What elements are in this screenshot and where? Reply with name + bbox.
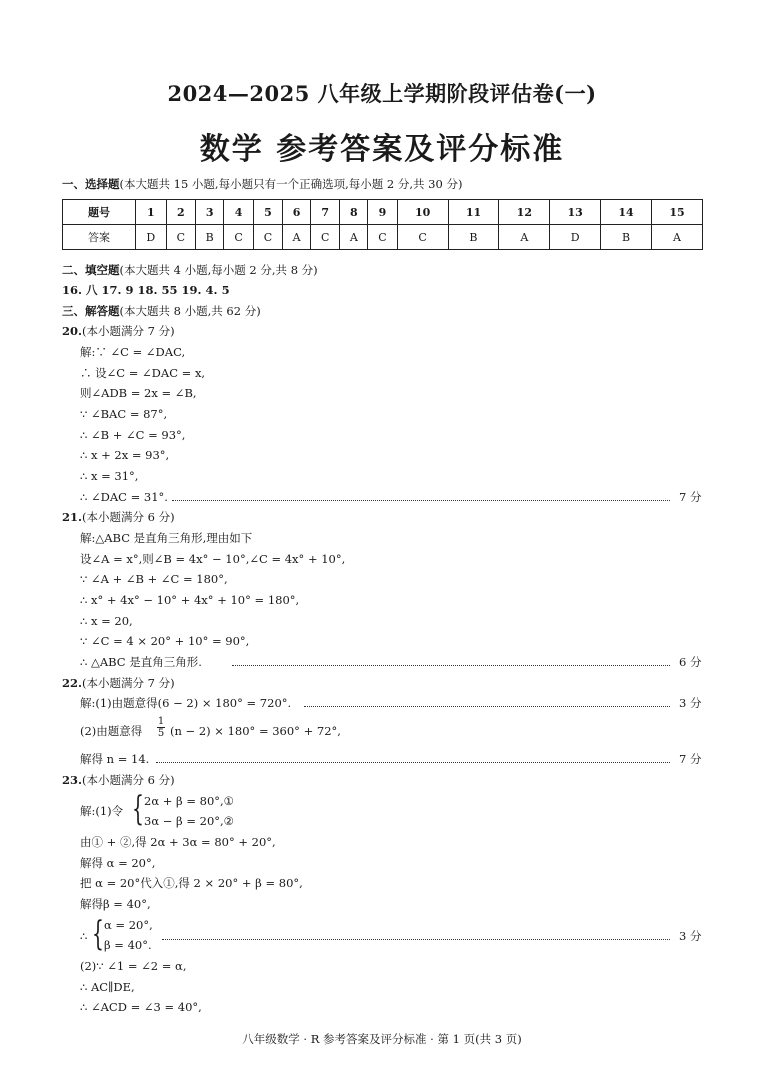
- q21-score: 6 分: [679, 655, 702, 669]
- q23-header: [62, 772, 175, 788]
- question-number-cell: 5: [253, 200, 282, 225]
- q22-step: 解得 n = 14.: [80, 752, 150, 766]
- table-row-label: 题号: [63, 200, 136, 225]
- question-number-cell: 7: [311, 200, 340, 225]
- section2-heading-line: [62, 262, 318, 278]
- q22-step: 解:(1)由题意得(6 − 2) × 180° = 720°.: [80, 696, 292, 710]
- q23-step: 解得 α = 20°,: [80, 856, 156, 870]
- q20-step: ∴ x + 2x = 93°,: [80, 448, 170, 462]
- q22-points: (本小题满分 7 分): [82, 676, 175, 690]
- question-number-cell: 8: [340, 200, 368, 225]
- answer-cell: A: [340, 225, 368, 250]
- question-number-cell: 1: [136, 200, 167, 225]
- q23-system-eq-2: 3α − β = 20°,②: [144, 814, 234, 828]
- answer-cell: D: [550, 225, 601, 250]
- q23-step: (2)∵ ∠1 = ∠2 = α,: [80, 959, 187, 973]
- q20-step: 解:∵ ∠C = ∠DAC,: [80, 345, 186, 359]
- fraction-denominator: 5: [157, 728, 165, 739]
- q23-score-1: 3 分: [679, 929, 702, 943]
- question-number-cell: 12: [499, 200, 550, 225]
- score-leader-dots: [232, 665, 670, 666]
- q20-points: (本小题满分 7 分): [82, 324, 175, 338]
- q23-points: (本小题满分 6 分): [82, 773, 175, 787]
- q23-number: 23.: [62, 773, 83, 787]
- answer-cell: C: [368, 225, 397, 250]
- q23-step: 把 α = 20°代入①,得 2 × 20° + β = 80°,: [80, 876, 303, 890]
- q20-header: [62, 323, 175, 339]
- q23-system-eq-1: 2α + β = 80°,①: [144, 794, 234, 808]
- question-number-cell: 11: [448, 200, 499, 225]
- q22-step-prefix: (2)由题意得: [80, 724, 143, 738]
- system-brace: {: [92, 914, 104, 954]
- answer-cell: D: [136, 225, 167, 250]
- q22-header: [62, 675, 175, 691]
- answer-cell: A: [651, 225, 702, 250]
- q23-result-eq-2: β = 40°.: [104, 938, 152, 952]
- section3-desc: (本大题共 8 小题,共 62 分): [119, 304, 261, 318]
- section2-heading: 二、填空题: [62, 263, 120, 277]
- exam-subtitle: 数学 参考答案及评分标准: [199, 132, 565, 167]
- question-number-cell: 10: [397, 200, 448, 225]
- answer-table-answer-row: [63, 225, 703, 250]
- q20-step: ∴ 设∠C = ∠DAC = x,: [80, 366, 206, 380]
- q21-step: 设∠A = x°,则∠B = 4x° − 10°,∠C = 4x° + 10°,: [80, 552, 346, 566]
- section3-heading-line: [62, 303, 261, 319]
- answer-cell: A: [283, 225, 311, 250]
- answer-cell: C: [253, 225, 282, 250]
- score-leader-dots: [172, 500, 670, 501]
- q20-step: ∵ ∠BAC = 87°,: [80, 407, 168, 421]
- q20-score: 7 分: [679, 490, 702, 504]
- section1-heading: 一、选择题: [62, 177, 120, 191]
- q22-number: 22.: [62, 676, 83, 690]
- q20-number: 20.: [62, 324, 83, 338]
- q22-step-suffix: (n − 2) × 180° = 360° + 72°,: [170, 724, 341, 738]
- q21-header: [62, 509, 175, 525]
- section1-heading-line: [62, 176, 462, 192]
- q21-step: ∴ x = 20,: [80, 614, 133, 628]
- question-number-cell: 2: [166, 200, 195, 225]
- q21-number: 21.: [62, 510, 83, 524]
- q23-step: 由① + ②,得 2α + 3α = 80° + 20°,: [80, 835, 276, 849]
- answer-cell: B: [601, 225, 652, 250]
- answer-cell: C: [311, 225, 340, 250]
- q20-step: ∴ ∠DAC = 31°.: [80, 490, 168, 504]
- answer-table-question-row: [63, 200, 703, 225]
- q20-step: ∴ x = 31°,: [80, 469, 139, 483]
- q23-result-eq-1: α = 20°,: [104, 918, 153, 932]
- question-number-cell: 14: [601, 200, 652, 225]
- table-row-label: 答案: [63, 225, 136, 250]
- answer-cell: C: [166, 225, 195, 250]
- fill-in-answers: 16. 八 17. 9 18. 55 19. 4. 5: [62, 283, 230, 297]
- question-number-cell: 3: [196, 200, 224, 225]
- answer-cell: C: [224, 225, 253, 250]
- system-brace: {: [132, 789, 144, 829]
- q21-step: ∵ ∠C = 4 × 20° + 10° = 90°,: [80, 634, 250, 648]
- q23-step: ∴ ∠ACD = ∠3 = 40°,: [80, 1000, 202, 1014]
- score-leader-dots: [156, 762, 670, 763]
- question-number-cell: 4: [224, 200, 253, 225]
- question-number-cell: 15: [651, 200, 702, 225]
- q21-step: ∴ △ABC 是直角三角形.: [80, 655, 202, 669]
- answer-cell: B: [448, 225, 499, 250]
- score-leader-dots: [162, 939, 670, 940]
- score-leader-dots: [304, 706, 670, 707]
- q21-step: 解:△ABC 是直角三角形,理由如下: [80, 531, 253, 545]
- q21-step: ∴ x° + 4x° − 10° + 4x° + 10° = 180°,: [80, 593, 300, 607]
- q20-step: 则∠ADB = 2x = ∠B,: [80, 386, 197, 400]
- page-footer: 八年级数学 · R 参考答案及评分标准 · 第 1 页(共 3 页): [242, 1032, 522, 1046]
- answer-table: [62, 199, 703, 250]
- q21-step: ∵ ∠A + ∠B + ∠C = 180°,: [80, 572, 228, 586]
- answer-cell: A: [499, 225, 550, 250]
- question-number-cell: 9: [368, 200, 397, 225]
- therefore-sign: ∴: [80, 929, 88, 943]
- q20-step: ∴ ∠B + ∠C = 93°,: [80, 428, 186, 442]
- q23-step: ∴ AC∥DE,: [80, 980, 135, 994]
- q22-score-2: 7 分: [679, 752, 702, 766]
- fraction-one-fifth: [154, 716, 168, 739]
- fraction-numerator: 1: [157, 716, 165, 727]
- answer-cell: C: [397, 225, 448, 250]
- section2-desc: (本大题共 4 小题,每小题 2 分,共 8 分): [119, 263, 318, 277]
- q22-score-1: 3 分: [679, 696, 702, 710]
- question-number-cell: 13: [550, 200, 601, 225]
- answer-cell: B: [196, 225, 224, 250]
- q23-step: 解得β = 40°,: [80, 897, 151, 911]
- q21-points: (本小题满分 6 分): [82, 510, 175, 524]
- section1-desc: (本大题共 15 小题,每小题只有一个正确选项,每小题 2 分,共 30 分): [119, 177, 463, 191]
- question-number-cell: 6: [283, 200, 311, 225]
- section3-heading: 三、解答题: [62, 304, 120, 318]
- q23-step-prefix: 解:(1)令: [80, 804, 124, 818]
- exam-title: 2024—2025 八年级上学期阶段评估卷(一): [167, 81, 597, 106]
